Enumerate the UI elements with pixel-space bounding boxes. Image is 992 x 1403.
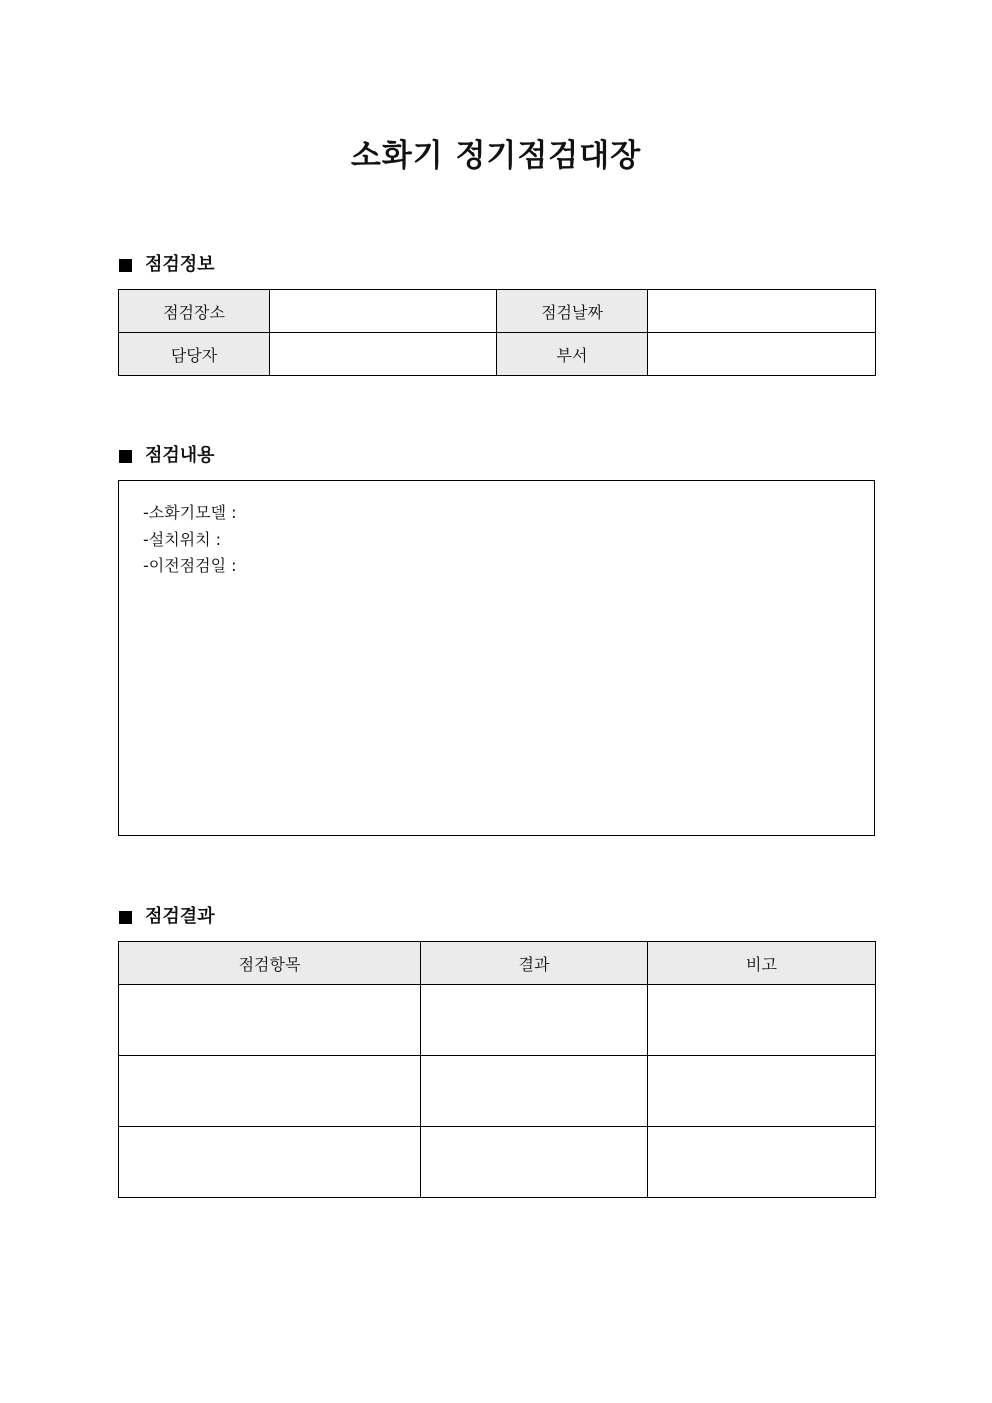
content-line-install-location: -설치위치 : — [143, 529, 222, 549]
section-heading-label: 점검정보 — [145, 254, 215, 275]
table-row — [119, 1127, 876, 1198]
table-header-row — [119, 942, 876, 985]
result-cell[interactable] — [421, 985, 648, 1056]
column-header-remarks: 비고 — [648, 942, 876, 985]
remarks-cell[interactable] — [648, 1056, 876, 1127]
section-heading-label: 점검결과 — [145, 906, 215, 927]
square-bullet-icon — [119, 450, 132, 463]
table-row — [119, 290, 876, 333]
inspection-location-field[interactable] — [270, 290, 497, 333]
column-header-result: 결과 — [421, 942, 648, 985]
square-bullet-icon — [119, 259, 132, 272]
label-inspection-date: 점검날짜 — [497, 290, 648, 333]
inspection-item-cell[interactable] — [119, 1127, 421, 1198]
person-in-charge-field[interactable] — [270, 333, 497, 376]
document-title: 소화기 정기점검대장 — [350, 138, 642, 174]
label-inspection-location: 점검장소 — [119, 290, 270, 333]
section-heading-inspection-content — [119, 444, 215, 468]
section-heading-inspection-result — [119, 905, 215, 929]
label-department: 부서 — [497, 333, 648, 376]
table-row — [119, 1056, 876, 1127]
remarks-cell[interactable] — [648, 1127, 876, 1198]
inspection-date-field[interactable] — [648, 290, 876, 333]
section-heading-inspection-info — [119, 253, 215, 277]
content-line-previous-inspection-date: -이전점검일 : — [143, 556, 237, 575]
inspection-content-box[interactable] — [118, 480, 875, 836]
result-cell[interactable] — [421, 1056, 648, 1127]
inspection-info-table — [118, 289, 876, 376]
section-heading-label: 점검내용 — [145, 445, 215, 466]
inspection-item-cell[interactable] — [119, 985, 421, 1056]
result-cell[interactable] — [421, 1127, 648, 1198]
inspection-content-lines — [143, 500, 237, 580]
inspection-item-cell[interactable] — [119, 1056, 421, 1127]
table-row — [119, 985, 876, 1056]
content-line-extinguisher-model: -소화기모델 : — [143, 503, 237, 522]
label-person-in-charge: 담당자 — [119, 333, 270, 376]
department-field[interactable] — [648, 333, 876, 376]
table-row — [119, 333, 876, 376]
inspection-result-table — [118, 941, 876, 1198]
remarks-cell[interactable] — [648, 985, 876, 1056]
square-bullet-icon — [119, 911, 132, 924]
column-header-inspection-item: 점검항목 — [119, 942, 421, 985]
